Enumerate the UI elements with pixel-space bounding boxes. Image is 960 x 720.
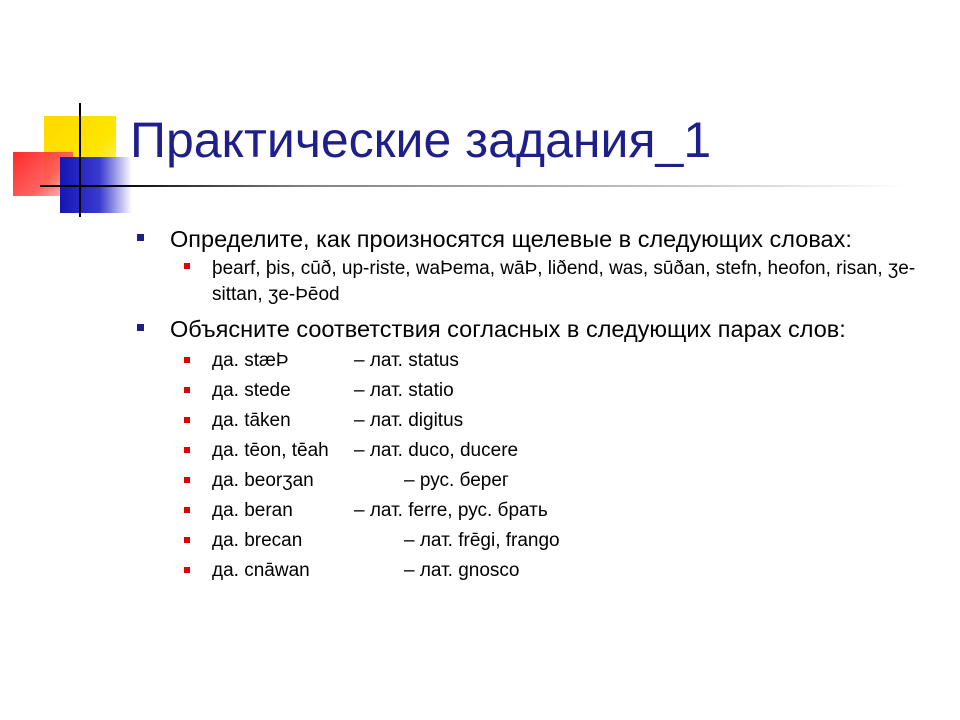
pair-right: – лат. digitus [354,410,464,431]
pair-right: – рус. берег [404,470,509,491]
square-bullet-icon [184,537,190,543]
pair-right: – лат. frēgi, frango [404,530,560,551]
pair-left: да. tēon, tēah [212,440,329,461]
pair-left: да. cnāwan [212,560,310,581]
bullet-item-2 [136,314,936,344]
pair-right: – лат. gnosco [404,560,520,581]
sub-item-words-text: þearf, þis, cūð, up-riste, waÞema, wāÞ, liðend, was, sūðan, stefn, heofon, risan, ʒe-sittan, ʒe-Þēod [212,258,916,305]
bullet-item-1-text: Определите, как произносятся щелевые в следующих словах: [170,226,852,252]
pair-left: да. brecan [212,530,303,551]
title-underline [40,185,908,187]
pair-list [136,346,936,586]
pair-item [136,376,936,406]
pair-item [136,496,936,526]
pair-right: – лат. ferre, рус. брать [354,500,548,521]
square-bullet-icon [184,417,190,423]
sub-item-words [136,254,936,314]
pair-item [136,526,936,556]
pair-left: да. tāken [212,410,291,431]
pair-item [136,406,936,436]
decorative-squares [0,0,140,230]
pair-item [136,466,936,496]
bullet-item-1 [136,224,936,254]
pair-right: – лат. status [354,350,459,371]
square-bullet-icon [184,477,190,483]
bullet-item-2-text: Объясните соответствия согласных в следующих парах слов: [170,316,846,342]
pair-left: да. stede [212,380,291,401]
pair-item [136,436,936,466]
pair-left: да. beran [212,500,293,521]
pair-left: да. stæÞ [212,350,289,371]
square-bullet-icon [184,357,190,363]
square-bullet-icon [184,387,190,393]
pair-item [136,556,936,586]
slide-body [136,218,936,586]
pair-right: – лат. statio [354,380,454,401]
vertical-line [79,103,81,217]
square-bullet-icon [184,507,190,513]
square-bullet-icon [184,447,190,453]
square-bullet-icon [184,263,190,269]
pair-item [136,346,936,376]
square-bullet-icon [184,567,190,573]
square-bullet-icon [137,324,144,331]
square-bullet-icon [137,234,144,241]
pair-right: – лат. duco, ducere [354,440,519,461]
slide-title: Практические задания_1 [130,112,712,168]
pair-left: да. beorʒan [212,470,314,491]
